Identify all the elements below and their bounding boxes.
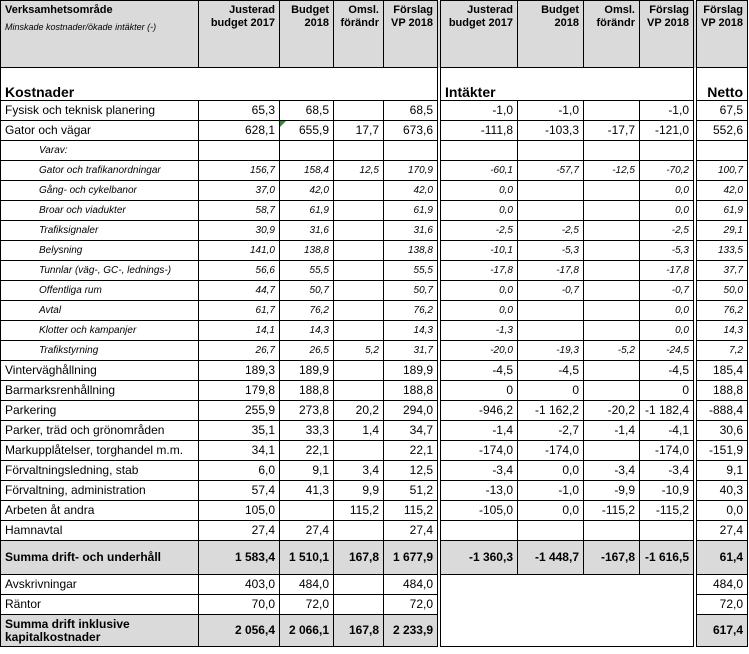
- table-row: [1, 341, 748, 361]
- table-cell: 115,2: [384, 501, 438, 521]
- table-cell: 628,1: [199, 121, 280, 141]
- table-cell: [334, 261, 384, 281]
- table-cell: 31,7: [384, 341, 438, 361]
- header-net-forslag-vp-2018: Förslag VP 2018: [697, 1, 748, 68]
- table-row: [1, 121, 748, 141]
- row-label: Fysisk och teknisk planering: [1, 101, 199, 121]
- summa-inkl-cell: 617,4: [697, 615, 748, 647]
- table-cell: [334, 301, 384, 321]
- table-row: [1, 461, 748, 481]
- row-label: Klotter och kampanjer: [1, 321, 199, 341]
- summa-cell: 1 677,9: [384, 541, 438, 575]
- table-cell: -19,3: [518, 341, 584, 361]
- table-cell: -174,0: [441, 441, 518, 461]
- table-cell: [584, 181, 640, 201]
- table-cell: 41,3: [280, 481, 334, 501]
- avskrivningar-cell: [334, 575, 384, 595]
- table-cell: -4,1: [640, 421, 694, 441]
- header-area-subtitle: Minskade kostnader/ökade intäkter (-): [5, 22, 157, 32]
- avskrivningar-cell: 484,0: [280, 575, 334, 595]
- table-row: [1, 401, 748, 421]
- header-row: [1, 1, 748, 68]
- table-cell: -2,5: [518, 221, 584, 241]
- table-cell: 58,7: [199, 201, 280, 221]
- table-cell: 17,7: [334, 121, 384, 141]
- table-cell: 156,7: [199, 161, 280, 181]
- table-cell: 0: [640, 381, 694, 401]
- rantor-cell: 72,0: [384, 595, 438, 615]
- summa-cell: 61,4: [697, 541, 748, 575]
- table-cell: [334, 221, 384, 241]
- table-cell: -2,7: [518, 421, 584, 441]
- table-cell: 20,2: [334, 401, 384, 421]
- table-cell: [441, 141, 518, 161]
- table-cell: [280, 501, 334, 521]
- summa-inkl-cell: 2 056,4: [199, 615, 280, 647]
- table-cell: 0,0: [518, 501, 584, 521]
- table-cell: -115,2: [584, 501, 640, 521]
- table-cell: -174,0: [640, 441, 694, 461]
- table-cell: 56,6: [199, 261, 280, 281]
- table-cell: 31,6: [384, 221, 438, 241]
- empty-income-block: [441, 575, 694, 647]
- table-cell: 273,8: [280, 401, 334, 421]
- header-area-title: Verksamhetsområde: [5, 4, 113, 16]
- table-cell: 50,7: [280, 281, 334, 301]
- table-cell: -17,8: [518, 261, 584, 281]
- table-cell: 30,6: [697, 421, 748, 441]
- table-row: [1, 181, 748, 201]
- table-cell: -70,2: [640, 161, 694, 181]
- table-cell: [334, 441, 384, 461]
- table-cell: 9,1: [697, 461, 748, 481]
- table-cell: -0,7: [640, 281, 694, 301]
- table-cell: [697, 141, 748, 161]
- summa-row: [1, 541, 748, 575]
- table-cell: 189,9: [280, 361, 334, 381]
- header-cost-adj-budget-2017: Justerad budget 2017: [199, 1, 280, 68]
- table-cell: 0,0: [441, 281, 518, 301]
- table-cell: 0: [518, 381, 584, 401]
- row-label: Trafiksignaler: [1, 221, 199, 241]
- table-cell: [584, 201, 640, 221]
- row-label: Gång- och cykelbanor: [1, 181, 199, 201]
- table-cell: 0,0: [640, 321, 694, 341]
- table-cell: [334, 321, 384, 341]
- header-income-forslag-vp-2018: Förslag VP 2018: [640, 1, 694, 68]
- table-row: [1, 281, 748, 301]
- table-cell: -5,3: [518, 241, 584, 261]
- table-cell: 29,1: [697, 221, 748, 241]
- table-cell: 61,9: [697, 201, 748, 221]
- header-area: [1, 1, 199, 68]
- table-cell: 6,0: [199, 461, 280, 481]
- table-row: [1, 101, 748, 121]
- table-cell: -115,2: [640, 501, 694, 521]
- row-label: Förvaltning, administration: [1, 481, 199, 501]
- row-label: Varav:: [1, 141, 199, 161]
- table-cell: -3,4: [584, 461, 640, 481]
- table-cell: 42,0: [280, 181, 334, 201]
- table-cell: -13,0: [441, 481, 518, 501]
- header-income-adj-budget-2017: Justerad budget 2017: [441, 1, 518, 68]
- avskrivningar-row: [1, 575, 748, 595]
- table-cell: -5,2: [584, 341, 640, 361]
- table-cell: 14,3: [697, 321, 748, 341]
- table-cell: 14,3: [384, 321, 438, 341]
- row-label: Offentliga rum: [1, 281, 199, 301]
- table-row: [1, 261, 748, 281]
- row-label: Tunnlar (väg-, GC-, lednings-): [1, 261, 199, 281]
- table-cell: 26,5: [280, 341, 334, 361]
- table-cell: 0,0: [441, 181, 518, 201]
- table-cell: 61,7: [199, 301, 280, 321]
- table-cell: 44,7: [199, 281, 280, 301]
- table-cell: 27,4: [199, 521, 280, 541]
- table-cell: -60,1: [441, 161, 518, 181]
- rantor-cell: 72,0: [280, 595, 334, 615]
- table-cell: 138,8: [280, 241, 334, 261]
- table-cell: [584, 241, 640, 261]
- table-cell: 189,9: [384, 361, 438, 381]
- table-cell: -151,9: [697, 441, 748, 461]
- table-cell: 189,3: [199, 361, 280, 381]
- row-label: Parkering: [1, 401, 199, 421]
- table-cell: [584, 101, 640, 121]
- table-cell: 50,0: [697, 281, 748, 301]
- table-cell: -9,9: [584, 481, 640, 501]
- summa-cell: -167,8: [584, 541, 640, 575]
- table-cell: 14,1: [199, 321, 280, 341]
- row-label: Broar och viadukter: [1, 201, 199, 221]
- table-cell: -4,5: [640, 361, 694, 381]
- table-cell: 138,8: [384, 241, 438, 261]
- summa-cell: 1 510,1: [280, 541, 334, 575]
- row-label: Gator och trafikanordningar: [1, 161, 199, 181]
- table-cell: -946,2: [441, 401, 518, 421]
- table-cell: -1 162,2: [518, 401, 584, 421]
- table-row: [1, 381, 748, 401]
- table-cell: -10,9: [640, 481, 694, 501]
- table-cell: -24,5: [640, 341, 694, 361]
- table-row: [1, 361, 748, 381]
- table-cell: [334, 361, 384, 381]
- table-cell: 51,2: [384, 481, 438, 501]
- table-cell: -1,4: [584, 421, 640, 441]
- table-row: [1, 301, 748, 321]
- table-cell: [640, 521, 694, 541]
- table-cell: [584, 301, 640, 321]
- summa-cell: -1 448,7: [518, 541, 584, 575]
- table-row: [1, 201, 748, 221]
- table-cell: [334, 281, 384, 301]
- table-cell: 188,8: [280, 381, 334, 401]
- table-cell: -4,5: [518, 361, 584, 381]
- table-cell: 185,4: [697, 361, 748, 381]
- table-cell: 552,6: [697, 121, 748, 141]
- table-cell: 133,5: [697, 241, 748, 261]
- avskrivningar-cell: 484,0: [697, 575, 748, 595]
- table-cell: -103,3: [518, 121, 584, 141]
- table-cell: -20,0: [441, 341, 518, 361]
- table-cell: -105,0: [441, 501, 518, 521]
- table-cell: -12,5: [584, 161, 640, 181]
- table-cell: 9,9: [334, 481, 384, 501]
- table-cell: [384, 141, 438, 161]
- table-cell: -2,5: [640, 221, 694, 241]
- table-row: [1, 421, 748, 441]
- table-cell: 9,1: [280, 461, 334, 481]
- summa-cell: 1 583,4: [199, 541, 280, 575]
- summa-inkl-cell: 2 233,9: [384, 615, 438, 647]
- table-cell: 37,0: [199, 181, 280, 201]
- table-cell: 22,1: [280, 441, 334, 461]
- row-label: Belysning: [1, 241, 199, 261]
- table-cell: 170,9: [384, 161, 438, 181]
- section-net: Netto: [697, 68, 748, 101]
- table-cell: -5,3: [640, 241, 694, 261]
- table-cell: [584, 321, 640, 341]
- table-cell: 30,9: [199, 221, 280, 241]
- table-cell: 76,2: [697, 301, 748, 321]
- table-cell: [640, 141, 694, 161]
- table-cell: 22,1: [384, 441, 438, 461]
- table-cell: 68,5: [384, 101, 438, 121]
- table-cell: 655,9: [280, 121, 334, 141]
- table-cell: -2,5: [441, 221, 518, 241]
- table-cell: -10,1: [441, 241, 518, 261]
- table-cell: -1,0: [518, 481, 584, 501]
- table-cell: 50,7: [384, 281, 438, 301]
- row-label: Barmarksrenhållning: [1, 381, 199, 401]
- row-label: Trafikstyrning: [1, 341, 199, 361]
- row-label: Förvaltningsledning, stab: [1, 461, 199, 481]
- table-row: [1, 161, 748, 181]
- table-cell: 40,3: [697, 481, 748, 501]
- table-cell: [584, 261, 640, 281]
- table-row: [1, 321, 748, 341]
- table-cell: [518, 301, 584, 321]
- table-cell: [441, 521, 518, 541]
- table-row: [1, 481, 748, 501]
- table-cell: -888,4: [697, 401, 748, 421]
- table-cell: -4,5: [441, 361, 518, 381]
- table-cell: 673,6: [384, 121, 438, 141]
- avskrivningar-cell: 403,0: [199, 575, 280, 595]
- table-cell: [518, 321, 584, 341]
- table-cell: -0,7: [518, 281, 584, 301]
- summa-inkl-label: Summa drift inklusive kapitalkostnader: [1, 615, 199, 647]
- table-cell: 12,5: [334, 161, 384, 181]
- table-cell: 100,7: [697, 161, 748, 181]
- summa-cell: 167,8: [334, 541, 384, 575]
- row-label: Avtal: [1, 301, 199, 321]
- table-cell: -3,4: [441, 461, 518, 481]
- table-cell: -121,0: [640, 121, 694, 141]
- table-row: [1, 521, 748, 541]
- table-cell: -3,4: [640, 461, 694, 481]
- table-row: [1, 501, 748, 521]
- table-cell: [518, 521, 584, 541]
- row-label: Markupplåtelser, torghandel m.m.: [1, 441, 199, 461]
- summa-inkl-cell: 2 066,1: [280, 615, 334, 647]
- table-cell: 42,0: [384, 181, 438, 201]
- table-cell: [518, 141, 584, 161]
- row-label: Parker, träd och grönområden: [1, 421, 199, 441]
- table-cell: [584, 281, 640, 301]
- table-cell: 61,9: [280, 201, 334, 221]
- table-row: [1, 241, 748, 261]
- row-label: Vinterväghållning: [1, 361, 199, 381]
- table-cell: 33,3: [280, 421, 334, 441]
- table-cell: [199, 141, 280, 161]
- table-cell: [334, 101, 384, 121]
- table-cell: 14,3: [280, 321, 334, 341]
- table-row: [1, 441, 748, 461]
- table-cell: -1,3: [441, 321, 518, 341]
- table-cell: 115,2: [334, 501, 384, 521]
- table-cell: 61,9: [384, 201, 438, 221]
- header-income-omsl-forandr: Omsl. förändr: [584, 1, 640, 68]
- summa-inkl-cell: 167,8: [334, 615, 384, 647]
- table-cell: 0,0: [640, 301, 694, 321]
- summa-label: Summa drift- och underhåll: [1, 541, 199, 575]
- table-cell: 0,0: [640, 181, 694, 201]
- table-cell: 68,5: [280, 101, 334, 121]
- rantor-label: Räntor: [1, 595, 199, 615]
- table-cell: 65,3: [199, 101, 280, 121]
- table-cell: -111,8: [441, 121, 518, 141]
- table-cell: 158,4: [280, 161, 334, 181]
- header-cost-forslag-vp-2018: Förslag VP 2018: [384, 1, 438, 68]
- table-cell: 0,0: [441, 301, 518, 321]
- table-cell: 5,2: [334, 341, 384, 361]
- summa-cell: -1 616,5: [640, 541, 694, 575]
- table-cell: 76,2: [280, 301, 334, 321]
- table-cell: 188,8: [384, 381, 438, 401]
- table-cell: 179,8: [199, 381, 280, 401]
- table-cell: -17,7: [584, 121, 640, 141]
- table-cell: 34,1: [199, 441, 280, 461]
- table-cell: [584, 381, 640, 401]
- table-cell: [334, 521, 384, 541]
- table-row: [1, 141, 748, 161]
- table-cell: [584, 361, 640, 381]
- table-cell: [334, 241, 384, 261]
- table-cell: [584, 521, 640, 541]
- row-label: Hamnavtal: [1, 521, 199, 541]
- table-cell: 35,1: [199, 421, 280, 441]
- table-cell: -1,0: [441, 101, 518, 121]
- table-cell: -17,8: [441, 261, 518, 281]
- table-cell: 0,0: [640, 201, 694, 221]
- table-cell: [280, 141, 334, 161]
- table-cell: 0,0: [697, 501, 748, 521]
- rantor-cell: [334, 595, 384, 615]
- table-cell: 57,4: [199, 481, 280, 501]
- table-cell: [584, 441, 640, 461]
- table-cell: -174,0: [518, 441, 584, 461]
- table-cell: 27,4: [697, 521, 748, 541]
- table-cell: -1 182,4: [640, 401, 694, 421]
- table-cell: 76,2: [384, 301, 438, 321]
- table-cell: 7,2: [697, 341, 748, 361]
- header-income-budget-2018: Budget 2018: [518, 1, 584, 68]
- rantor-cell: 72,0: [697, 595, 748, 615]
- row-label: Gator och vägar: [1, 121, 199, 141]
- row-label: Arbeten åt andra: [1, 501, 199, 521]
- summa-cell: -1 360,3: [441, 541, 518, 575]
- table-cell: [334, 201, 384, 221]
- table-cell: -1,0: [518, 101, 584, 121]
- table-cell: 55,5: [280, 261, 334, 281]
- table-cell: [584, 141, 640, 161]
- table-cell: 0,0: [441, 201, 518, 221]
- table-cell: 255,9: [199, 401, 280, 421]
- table-cell: -20,2: [584, 401, 640, 421]
- table-cell: 27,4: [280, 521, 334, 541]
- table-cell: 294,0: [384, 401, 438, 421]
- table-cell: 0,0: [518, 461, 584, 481]
- rantor-cell: 70,0: [199, 595, 280, 615]
- table-cell: -57,7: [518, 161, 584, 181]
- avskrivningar-label: Avskrivningar: [1, 575, 199, 595]
- table-cell: 26,7: [199, 341, 280, 361]
- table-cell: [518, 181, 584, 201]
- table-cell: 1,4: [334, 421, 384, 441]
- section-income: Intäkter: [441, 68, 694, 101]
- header-cost-omsl-forandr: Omsl. förändr: [334, 1, 384, 68]
- table-cell: 31,6: [280, 221, 334, 241]
- avskrivningar-cell: 484,0: [384, 575, 438, 595]
- header-cost-budget-2018: Budget 2018: [280, 1, 334, 68]
- section-costs: Kostnader: [1, 68, 438, 101]
- table-cell: -1,4: [441, 421, 518, 441]
- table-cell: 27,4: [384, 521, 438, 541]
- data-rows: [1, 101, 748, 541]
- table-cell: 105,0: [199, 501, 280, 521]
- table-cell: [584, 221, 640, 241]
- table-cell: 12,5: [384, 461, 438, 481]
- table-cell: 0: [441, 381, 518, 401]
- section-row: [1, 68, 748, 101]
- table-cell: 67,5: [697, 101, 748, 121]
- table-cell: [518, 201, 584, 221]
- table-cell: 188,8: [697, 381, 748, 401]
- table-cell: -17,8: [640, 261, 694, 281]
- table-cell: 37,7: [697, 261, 748, 281]
- table-cell: 55,5: [384, 261, 438, 281]
- table-cell: [334, 381, 384, 401]
- table-cell: [334, 181, 384, 201]
- table-cell: 3,4: [334, 461, 384, 481]
- table-cell: 34,7: [384, 421, 438, 441]
- table-row: [1, 221, 748, 241]
- table-cell: [334, 141, 384, 161]
- table-cell: -1,0: [640, 101, 694, 121]
- table-cell: 42,0: [697, 181, 748, 201]
- table-cell: 141,0: [199, 241, 280, 261]
